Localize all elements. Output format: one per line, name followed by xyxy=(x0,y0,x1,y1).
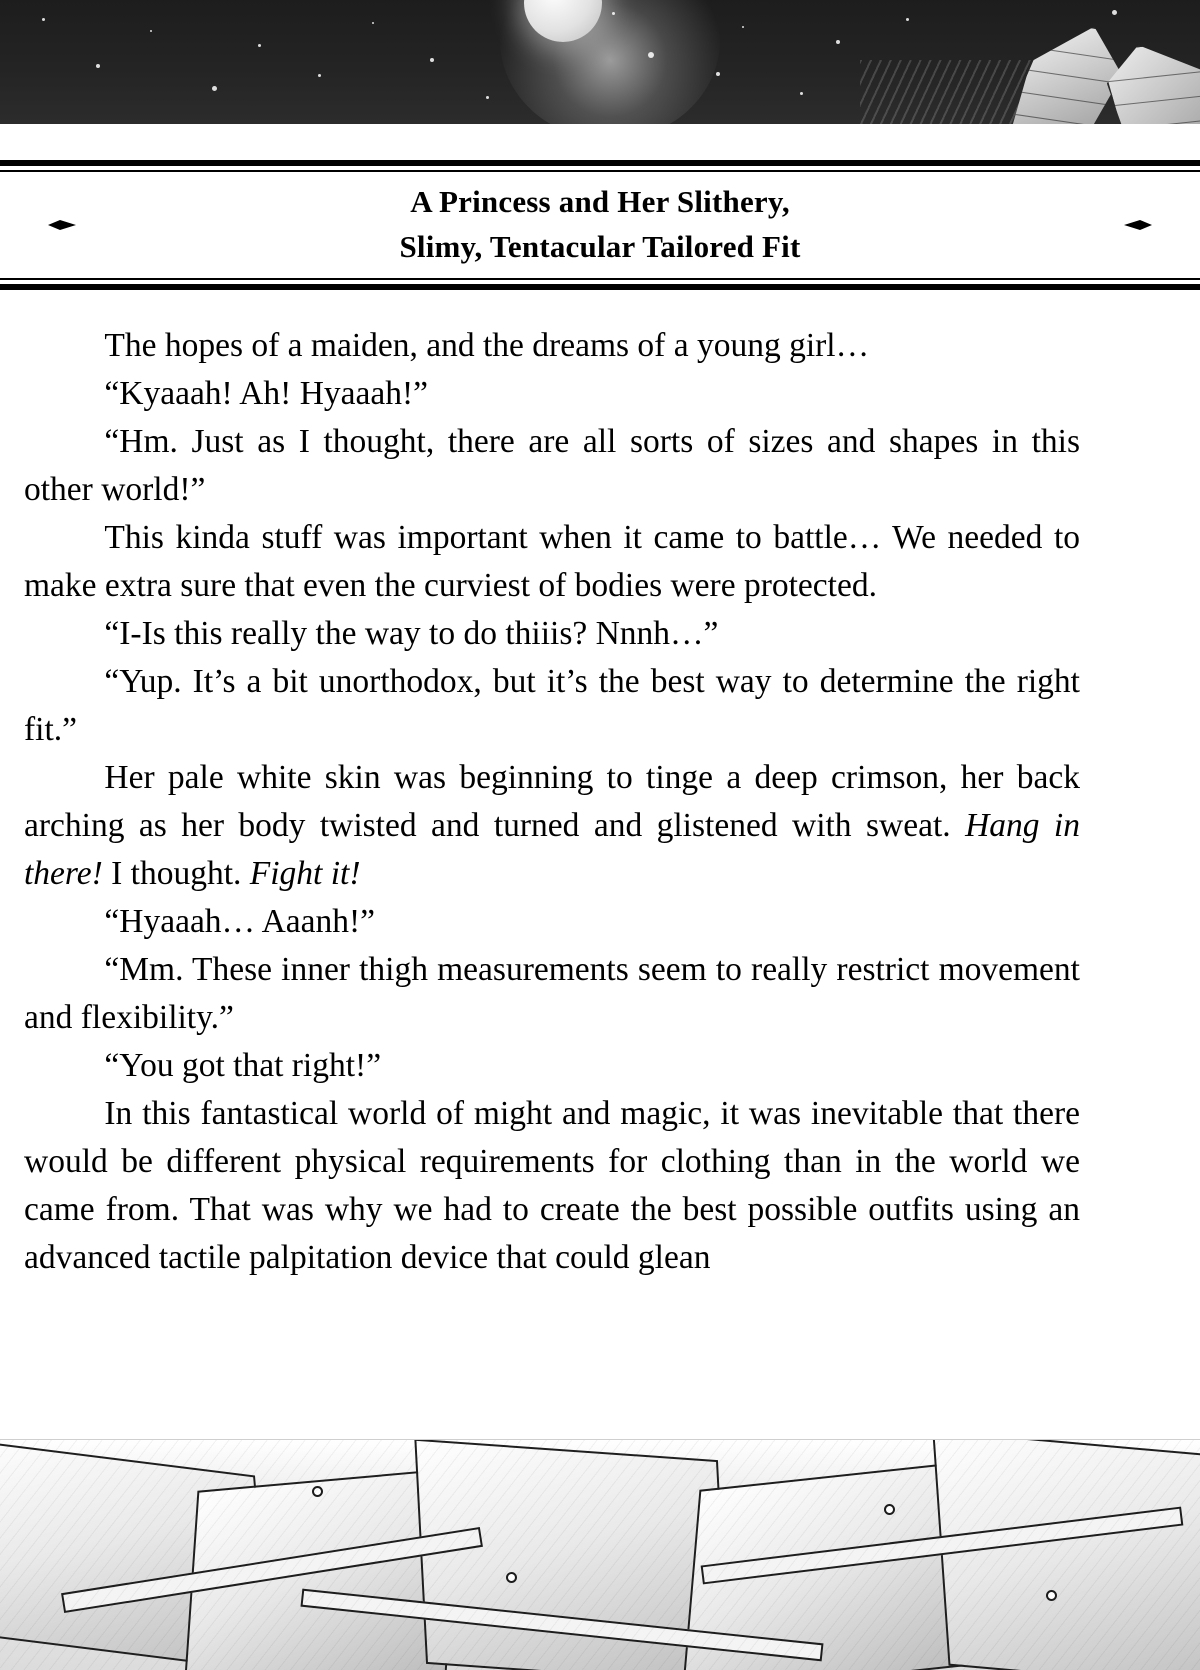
star-icon xyxy=(906,18,909,21)
star-icon xyxy=(648,52,654,58)
star-icon xyxy=(96,64,100,68)
paragraph: “Mm. These inner thigh measurements seem to really restrict movement and flexibility.” xyxy=(24,951,1080,1036)
bottom-illustration xyxy=(0,1439,1200,1670)
star-icon xyxy=(612,12,615,15)
chapter-title-row xyxy=(0,172,1200,278)
star-icon xyxy=(42,18,45,21)
star-icon xyxy=(800,92,803,95)
spark-icon xyxy=(1046,1590,1057,1601)
paragraph: “You got that right!” xyxy=(104,1047,382,1084)
header-rule-bottom xyxy=(0,284,1200,290)
star-icon xyxy=(742,26,744,28)
ornament-left-icon xyxy=(46,219,86,231)
ornament-right-icon xyxy=(1114,219,1154,231)
paragraph: This kinda stuff was important when it came to battle… We needed to make extra sure that even the curviest of bodies were protected. xyxy=(24,519,1080,604)
star-icon xyxy=(1112,10,1117,15)
paragraph: “Hyaaah… Aaanh!” xyxy=(104,903,376,940)
paragraph: “Kyaaah! Ah! Hyaaah!” xyxy=(104,375,429,412)
spark-icon xyxy=(312,1486,323,1497)
paragraph: The hopes of a maiden, and the dreams of a young girl… xyxy=(104,327,870,364)
page-title xyxy=(399,180,800,270)
emphasis-text: Fight it! xyxy=(249,855,361,892)
spark-icon xyxy=(884,1504,895,1515)
star-icon xyxy=(258,44,261,47)
star-icon xyxy=(836,40,840,44)
chapter-header xyxy=(0,160,1200,304)
paragraph-part: Her pale white skin was beginning to tinge a deep crimson, her back arching as her body twisted and turned and glistened with sweat. xyxy=(24,759,1080,844)
emphasis-text: Hang in there! xyxy=(24,807,1080,892)
paragraph-with-emphasis xyxy=(24,754,1080,898)
paragraph: “Yup. It’s a bit unorthodox, but it’s the best way to determine the right fit.” xyxy=(24,663,1080,748)
star-icon xyxy=(486,96,489,99)
star-icon xyxy=(318,74,321,77)
spark-icon xyxy=(506,1572,517,1583)
star-icon xyxy=(716,72,720,76)
star-icon xyxy=(372,22,374,24)
star-icon xyxy=(212,86,217,91)
star-icon xyxy=(150,30,152,32)
top-illustration xyxy=(0,0,1200,124)
star-icon xyxy=(430,58,434,62)
sky-hatching xyxy=(860,60,1040,124)
page-body xyxy=(24,322,1080,1282)
tower-spire xyxy=(1097,39,1200,124)
stone-slab xyxy=(932,1439,1200,1670)
paragraph: “I-Is this really the way to do thiiis? Nnnh…” xyxy=(104,615,719,652)
chapter-title-line-2: Slimy, Tentacular Tailored Fit xyxy=(399,229,801,264)
paragraph-part: I thought. xyxy=(102,855,250,892)
chapter-title-line-1: A Princess and Her Slithery, xyxy=(410,184,790,220)
paragraph: “Hm. Just as I thought, there are all sorts of sizes and shapes in this other world!” xyxy=(24,423,1080,508)
paragraph: In this fantastical world of might and magic, it was inevitable that there would be different physical requirements for clothing than in the world we came from. That was why we had to create the best possible outfits using an advanced tactile palpitation device that could glean xyxy=(24,1095,1080,1276)
